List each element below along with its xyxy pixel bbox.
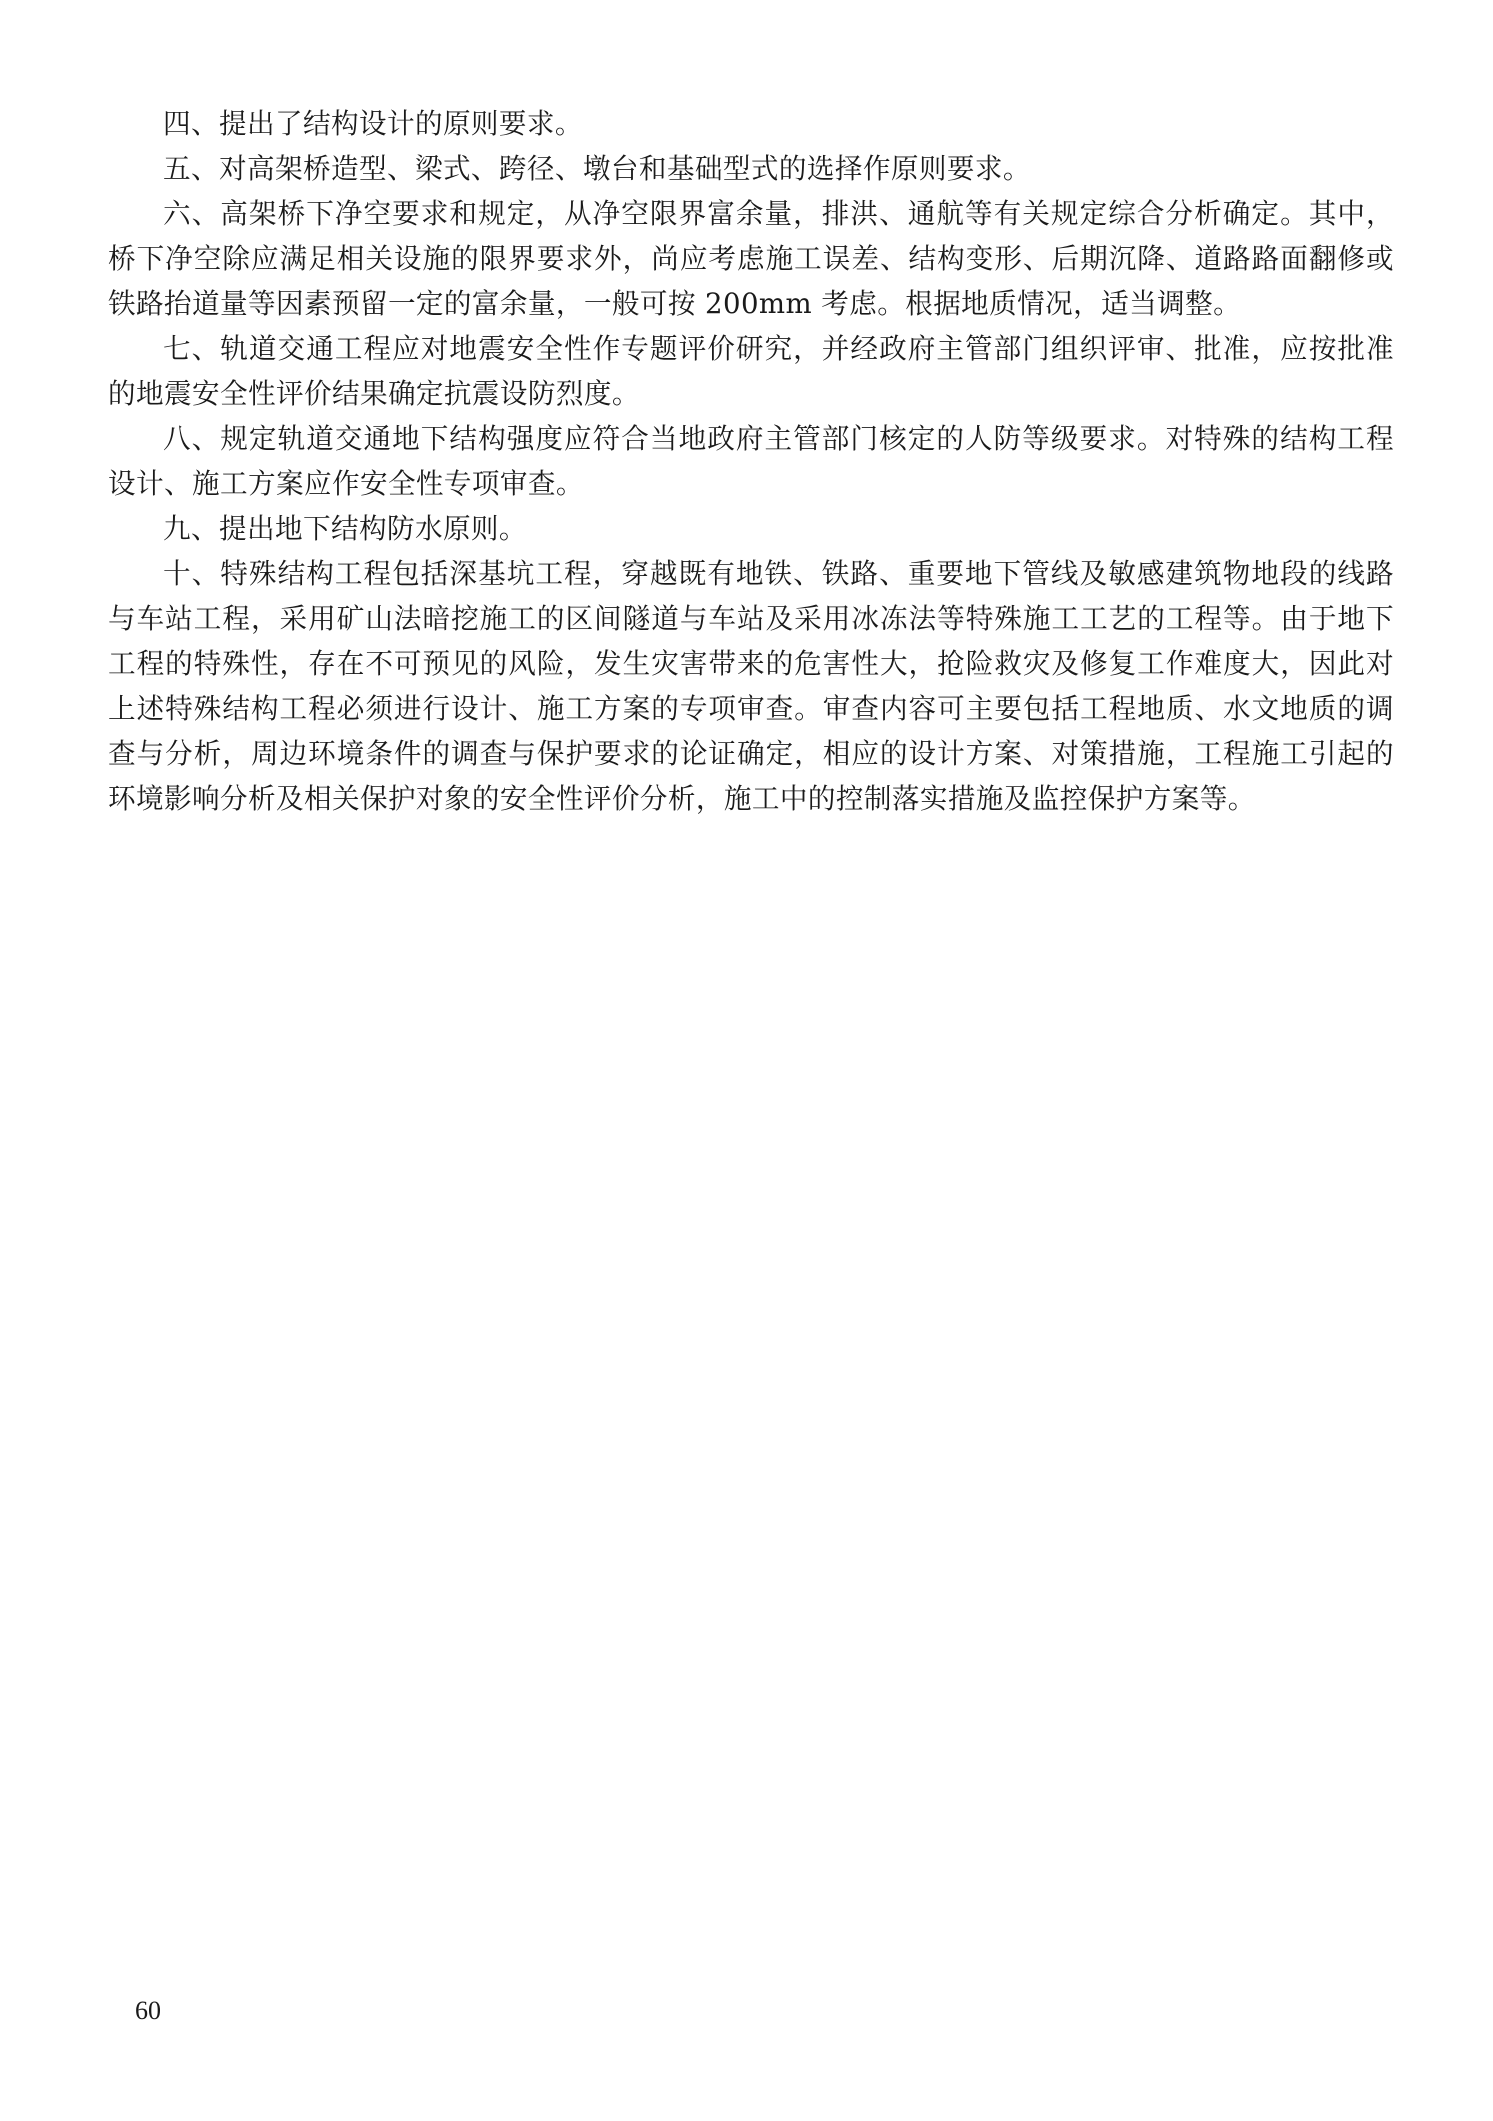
paragraph-8: 八、规定轨道交通地下结构强度应符合当地政府主管部门核定的人防等级要求。对特殊的结构工程设计、施工方案应作安全性专项审查。 xyxy=(108,422,1394,500)
page-number: 60 xyxy=(135,1996,161,2025)
paragraph-6: 六、高架桥下净空要求和规定，从净空限界富余量，排洪、通航等有关规定综合分析确定。其中，桥下净空除应满足相关设施的限界要求外，尚应考虑施工误差、结构变形、后期沉降、道路路面翻修或铁路抬道量等因素预留一定的富余量，一般可按 200mm 考虑。根据地质情况，适当调整。 xyxy=(108,197,1394,320)
paragraph-5: 五、对高架桥造型、梁式、跨径、墩台和基础型式的选择作原则要求。 xyxy=(163,152,1031,185)
paragraph-9: 九、提出地下结构防水原则。 xyxy=(163,512,527,545)
paragraph-4: 四、提出了结构设计的原则要求。 xyxy=(163,107,583,140)
paragraph-7: 七、轨道交通工程应对地震安全性作专题评价研究，并经政府主管部门组织评审、批准，应按批准的地震安全性评价结果确定抗震设防烈度。 xyxy=(108,332,1394,410)
body-text xyxy=(108,101,1394,821)
paragraph-10: 十、特殊结构工程包括深基坑工程，穿越既有地铁、铁路、重要地下管线及敏感建筑物地段的线路与车站工程，采用矿山法暗挖施工的区间隧道与车站及采用冰冻法等特殊施工工艺的工程等。由于地下工程的特殊性，存在不可预见的风险，发生灾害带来的危害性大，抢险救灾及修复工作难度大，因此对上述特殊结构工程必须进行设计、施工方案的专项审查。审查内容可主要包括工程地质、水文地质的调查与分析，周边环境条件的调查与保护要求的论证确定，相应的设计方案、对策措施，工程施工引起的环境影响分析及相关保护对象的安全性评价分析，施工中的控制落实措施及监控保护方案等。 xyxy=(108,557,1394,815)
